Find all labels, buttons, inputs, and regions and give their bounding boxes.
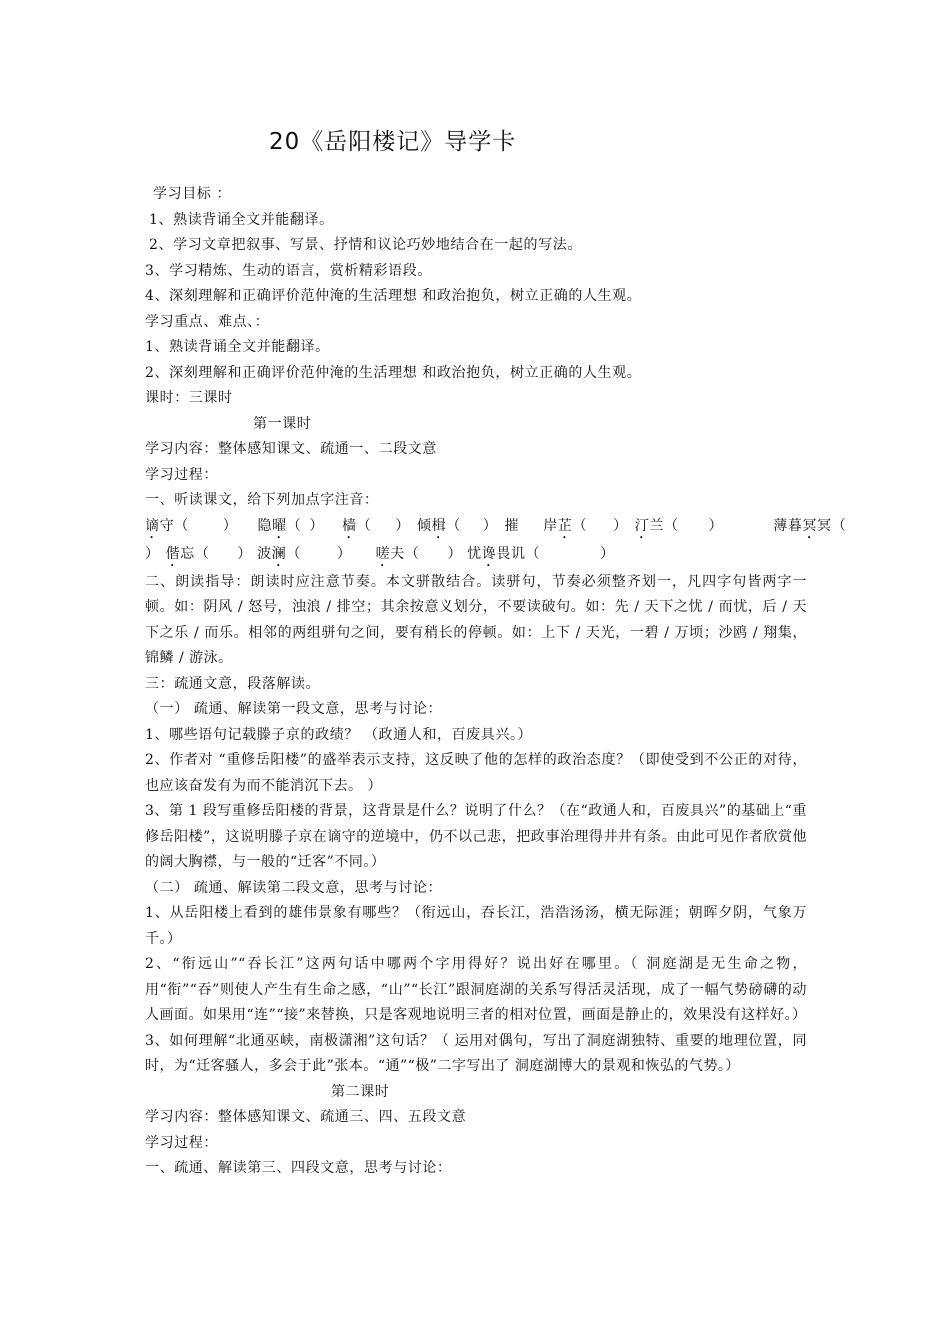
goal-item-1: 1、熟读背诵全文并能翻译。	[149, 211, 334, 228]
key-point-item-2: 2、深刻理解和正确评价范仲淹的生活理想 和政治抱负，树立正确的人生观。	[145, 364, 642, 381]
pinyin-item: 忧谗畏讥（ ）	[467, 545, 615, 562]
pinyin-item: ） 偕忘（ ）	[145, 545, 253, 562]
goal-item-4: 4、深刻理解和正确评价范仲淹的生活理想 和政治抱负，树立正确的人生观。	[145, 288, 642, 304]
section2-question-3: 3、如何理解“北通巫峡，南极潇湘”这句话？（ 运用对偶句，写出了洞庭湖独特、重要的地理位置，同时，为“迁客骚人，多会于此”张本。“通”“极”二字写出了 洞庭湖博大的景观和恢弘的气势。）	[145, 1032, 807, 1074]
goal-item-3: 3、学习精炼、生动的语言，赏析精彩语段。	[145, 262, 432, 279]
pinyin-row-2	[145, 542, 807, 570]
pinyin-item: 倾楫（ ）	[417, 517, 498, 534]
lesson2-process: 学习过程：	[145, 1134, 218, 1151]
section1-question-2: 2、作者对 “重修岳阳楼”的盛举表示支持，这反映了他的怎样的政治态度？（即使受到不公正的对待，也应该奋发有为而不能消沉下去。 ）	[145, 752, 807, 794]
pinyin-item: 隐曜（ ）	[257, 517, 324, 534]
key-point-item-1: 1、熟读背诵全文并能翻译。	[145, 339, 330, 355]
goals-heading: 学习目标 ：	[153, 186, 232, 202]
pinyin-item: 薄暮冥冥（	[773, 517, 847, 534]
pinyin-item: 波澜（ ）	[257, 545, 352, 562]
section2-question-1: 1、从岳阳楼上看到的雄伟景象有哪些？（衔远山，吞长江，浩浩汤汤，横无际涯；朝晖夕阴，气象万千。）	[145, 905, 807, 947]
pinyin-item: 嗟夫（ ）	[375, 545, 463, 562]
document-title: 20《岳阳楼记》导学卡	[269, 129, 517, 155]
document-page	[145, 120, 847, 1182]
section1-heading: （一） 疏通、解读第一段文意，思考与讨论：	[145, 701, 443, 717]
lesson1-heading: 第一课时	[253, 415, 312, 432]
section2-question-2: 2、“衔远山”“吞长江”这两句话中哪两个字用得好？说出好在哪里。（ 洞庭湖是无生命之物，用“衔”“吞”则使人产生有生命之感，“山”“长江”跟洞庭湖的关系写得活灵活现，成了一幅气势磅礴的动人画面。如果用“连”“接”来替换，只是客观地说明三者的相对位置，画面是静止的，效果没有这样好。）	[145, 956, 807, 1023]
lesson1-process: 学习过程：	[145, 466, 218, 483]
lesson2-part1: 一、疏通、解读第三、四段文意，思考与讨论：	[145, 1160, 452, 1176]
pinyin-row-1	[145, 514, 847, 542]
lesson2-heading: 第二课时	[331, 1083, 390, 1100]
lesson1-part3: 三：疏通文意，段落解读。	[145, 675, 321, 692]
section1-question-1: 1、哪些语句记载滕子京的政绩？ （政通人和，百废具兴。）	[145, 726, 533, 743]
section2-heading: （二） 疏通、解读第二段文意，思考与讨论：	[145, 879, 443, 896]
lesson1-content: 学习内容：整体感知课文、疏通一、二段文意	[145, 441, 437, 457]
pinyin-item: 汀兰（ ）	[634, 517, 724, 534]
goal-item-2: 2、学习文章把叙事、写景、抒情和议论巧妙地结合在一起的写法。	[149, 237, 582, 253]
pinyin-item: 樯（ ）	[342, 517, 410, 534]
section1-question-3: 3、第 1 段写重修岳阳楼的背景，这背景是什么？说明了什么？（在“政通人和，百废具兴”的基础上“重修岳阳楼”，这说明滕子京在谪守的逆境中，仍不以己悲，把政事治理得井井有条。由此可见作者欣赏他的阔大胸襟，与一般的“迁客”不同。）	[145, 803, 807, 870]
lesson1-part1: 一、听读课文，给下列加点字注音：	[145, 492, 379, 508]
class-hours: 课时：三课时	[145, 390, 233, 406]
pinyin-item: 谪守（ ）	[145, 517, 238, 534]
reading-guidance: 二、朗读指导：朗读时应注意节奏。本文骈散结合。读骈句，节奏必须整齐划一，凡四字句皆两字一顿。如：阴风 / 怒号，浊浪 / 排空；其余按意义划分，不要读破句。如：先 / 天下之忧 / 而忧，后 / 天下之乐 / 而乐。相邻的两组骈句之间，要有稍长的停顿。如：上下 / 天光，一碧 / 万顷；沙鸥 / 翔集，锦鳞 / 游泳。	[145, 573, 807, 666]
lesson2-content: 学习内容：整体感知课文、疏通三、四、五段文意	[145, 1109, 467, 1125]
pinyin-item: 摧	[504, 517, 520, 534]
key-points-heading: 学习重点、难点、：	[145, 313, 270, 330]
pinyin-item: 岸芷（ ）	[543, 517, 628, 534]
